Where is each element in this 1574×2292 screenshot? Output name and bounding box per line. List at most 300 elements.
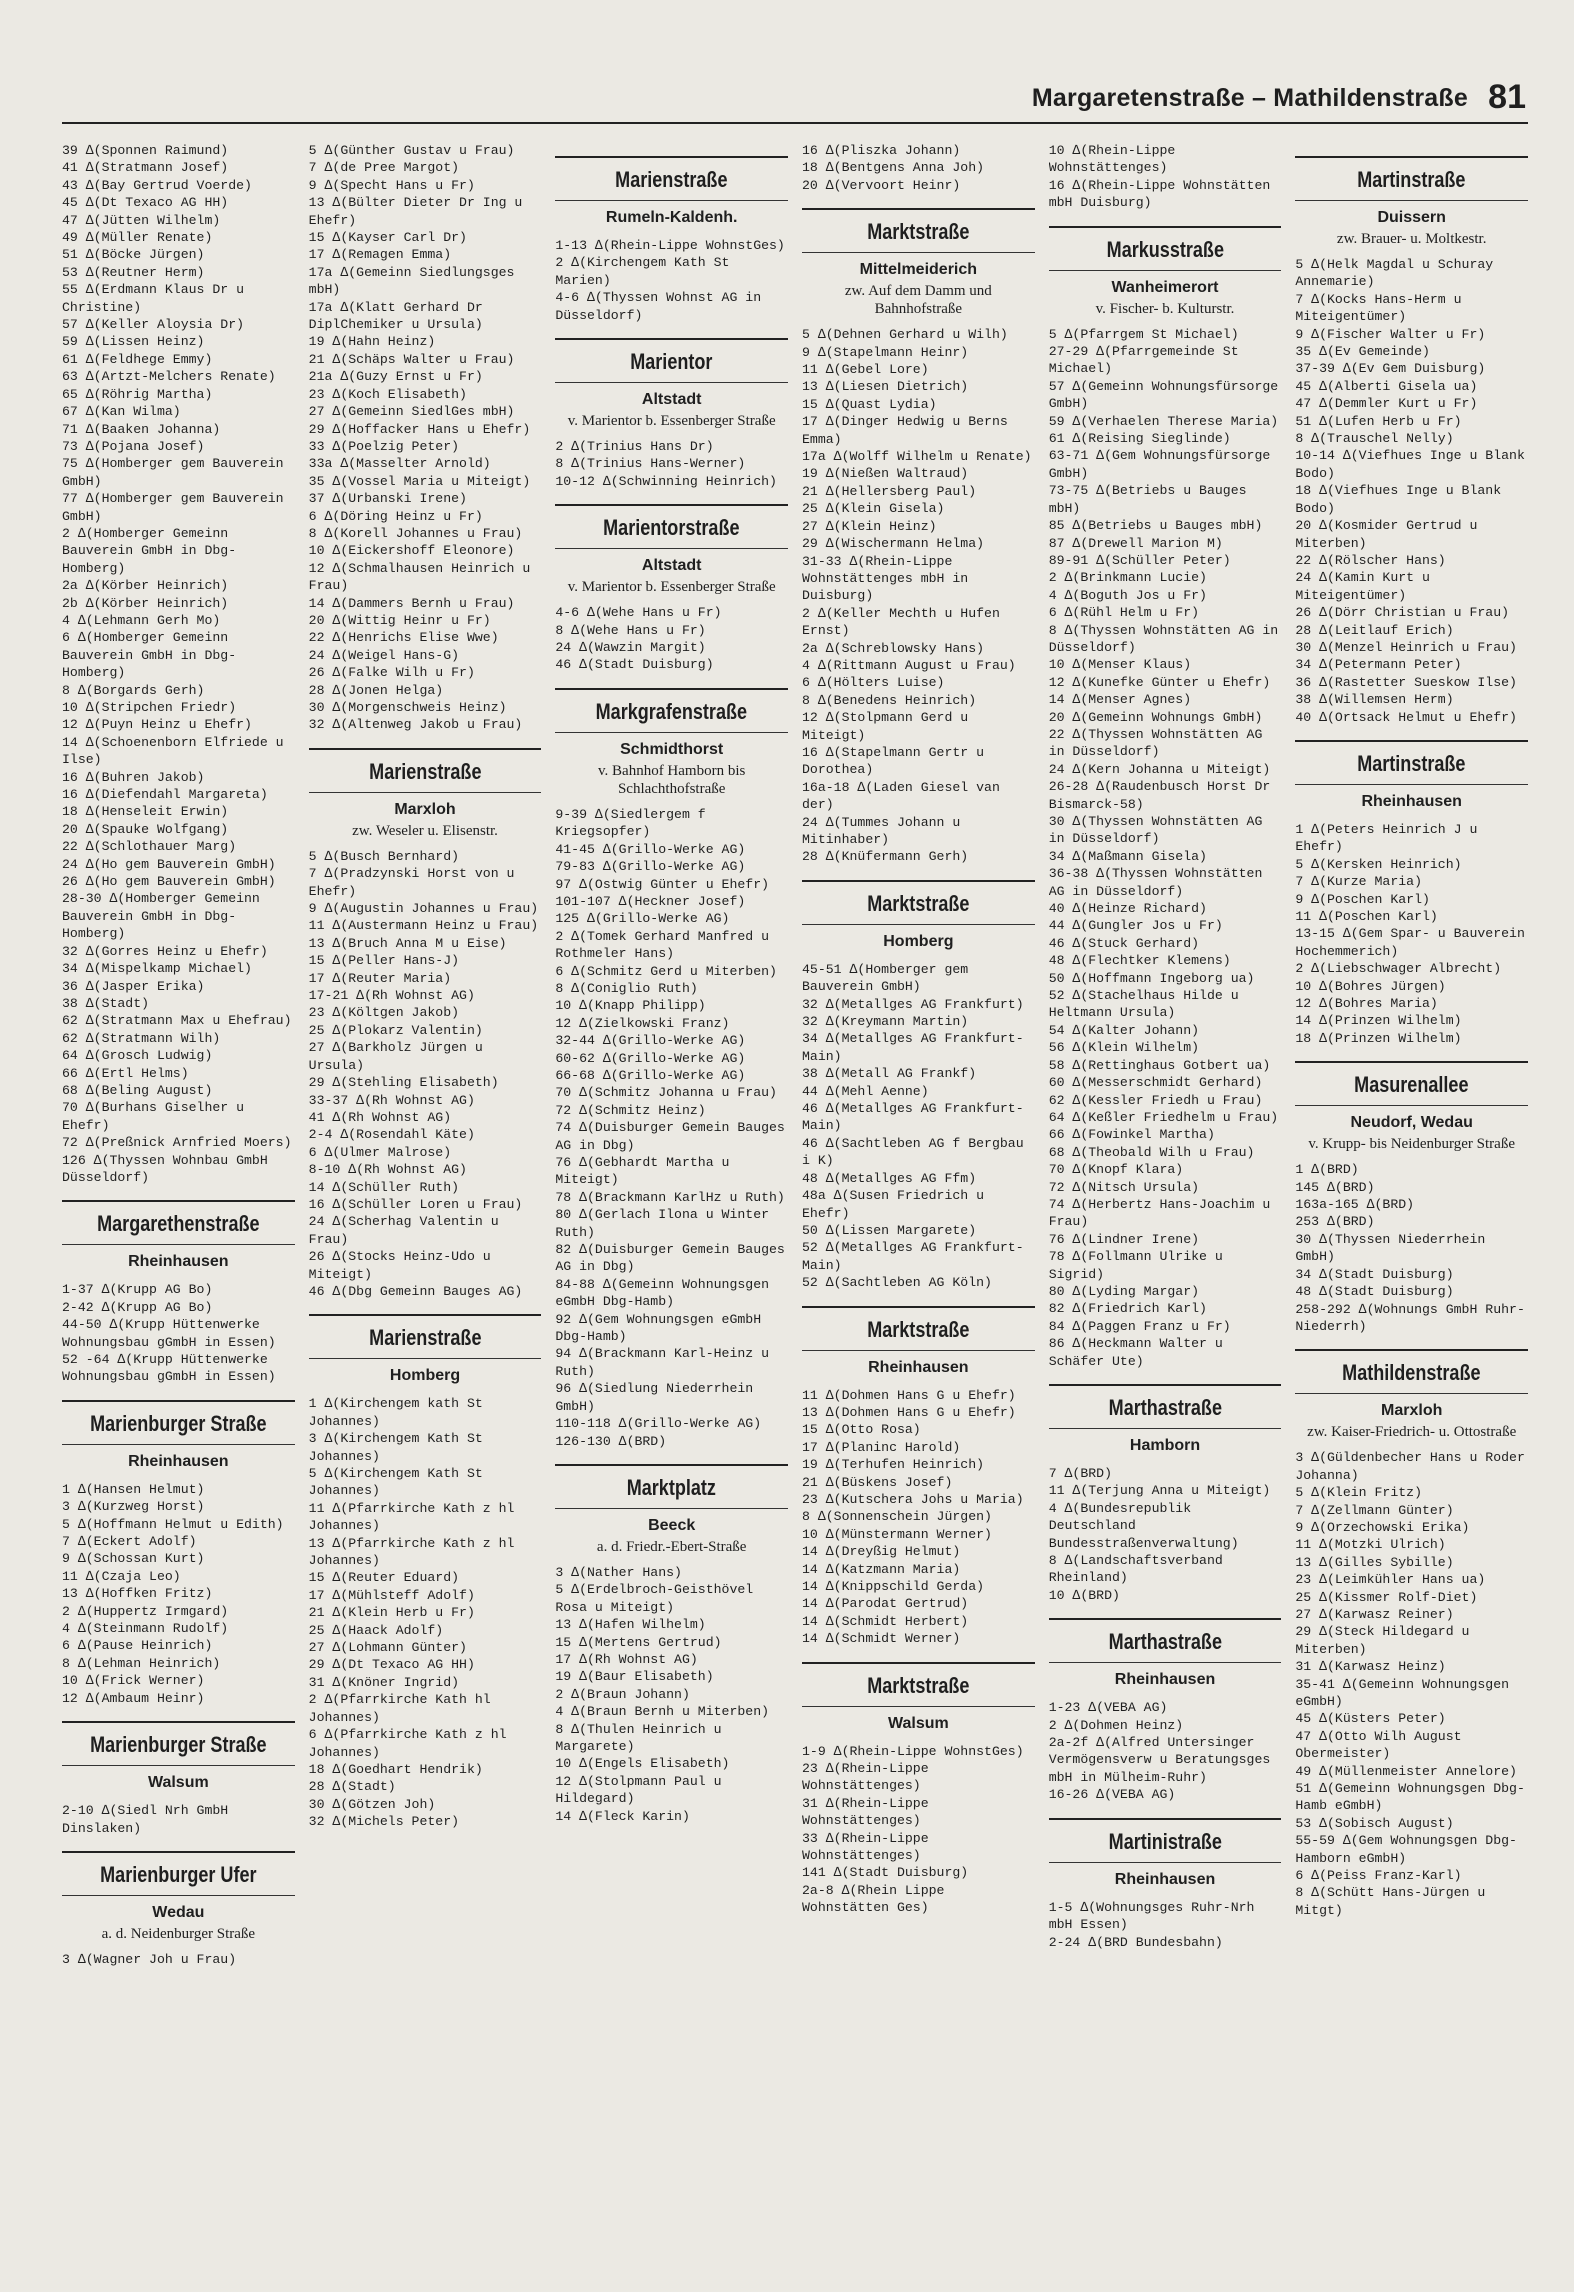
street-heading — [555, 156, 788, 229]
address-entry: 11 ∆(Gebel Lore) — [802, 362, 929, 378]
street-name: Markgrafenstraße — [595, 698, 748, 724]
directory-column — [309, 142, 542, 2284]
address-entry: 38 ∆(Metall AG Frankf) — [802, 1066, 977, 1082]
address-entry: 163a-165 ∆(BRD) — [1295, 1197, 1415, 1213]
address-entry: 2 ∆(Homberger Gemeinn Bauverein GmbH in Dbg-Homberg) — [62, 525, 237, 576]
address-entry: 6 ∆(Hölters Luise) — [802, 675, 945, 691]
address-entry: 19 ∆(Nießen Waltraud) — [802, 466, 969, 482]
address-entry: 30 ∆(Thyssen Niederrhein GmbH) — [1295, 1231, 1486, 1265]
district-name: Duissern — [1377, 209, 1446, 226]
address-entry: 5 ∆(Helk Magdal u Schuray Annemarie) — [1295, 257, 1494, 290]
address-entry: 94 ∆(Brackmann Karl-Heinz u Ruth) — [555, 1346, 770, 1379]
address-entry: 5 ∆(Kersken Heinrich) — [1295, 856, 1462, 872]
address-entry: 2a ∆(Körber Heinrich) — [62, 578, 229, 594]
street-name: Marktstraße — [867, 1672, 970, 1698]
address-entry: 78 ∆(Follmann Ulrike u Sigrid) — [1048, 1249, 1223, 1282]
address-entry: 5 ∆(Klein Fritz) — [1295, 1485, 1422, 1501]
address-entry: 62 ∆(Kessler Friedh u Frau) — [1048, 1092, 1263, 1108]
address-entry: 62 ∆(Stratmann Max u Ehefrau) — [62, 1013, 292, 1029]
address-entry: 23 ∆(Kutschera Johs u Maria) — [802, 1491, 1024, 1507]
address-entry: 4 ∆(Steinmann Rudolf) — [62, 1621, 229, 1637]
district-name: Neudorf, Wedau — [1350, 1114, 1473, 1132]
street-heading — [1295, 156, 1528, 248]
address-entry: 63 ∆(Artzt-Melchers Renate) — [62, 369, 276, 385]
address-entry: 52 ∆(Sachtleben AG Köln) — [802, 1275, 992, 1291]
section-divider — [1049, 1662, 1282, 1663]
address-entry: 63-71 ∆(Gem Wohnungsfürsorge GmbH) — [1048, 448, 1271, 481]
address-entry: 9 ∆(Augustin Johannes u Frau) — [308, 901, 539, 917]
address-entry: 34 ∆(Metallges AG Frankfurt-Main) — [802, 1031, 1024, 1064]
address-entry: 4-6 ∆(Wehe Hans u Fr) — [555, 605, 722, 621]
address-entry: 72 ∆(Nitsch Ursula) — [1048, 1179, 1200, 1195]
address-entry: 32-44 ∆(Grillo-Werke AG) — [555, 1033, 746, 1049]
section-divider — [802, 1350, 1035, 1351]
address-entry: 45-51 ∆(Homberger gem Bauverein GmbH) — [802, 961, 969, 995]
address-entry: 8 ∆(Korell Johannes u Frau) — [308, 525, 523, 541]
address-entry: 21 ∆(Büskens Josef) — [802, 1474, 953, 1490]
address-entry: 22 ∆(Henrichs Elise Wwe) — [308, 630, 499, 646]
street-range: a. d. Friedr.-Ebert-Straße — [596, 1538, 747, 1555]
street-heading — [62, 1721, 295, 1794]
address-entry: 77 ∆(Homberger gem Bauverein GmbH) — [62, 491, 284, 524]
address-entry: 23 ∆(Koch Elisabeth) — [308, 386, 467, 402]
address-entry: 46 ∆(Sachtleben AG f Bergbau i K) — [802, 1135, 1024, 1169]
address-entry: 8 ∆(Landschaftsverband Rheinland) — [1048, 1553, 1223, 1586]
address-entry: 45 ∆(Dt Texaco AG HH) — [62, 195, 229, 211]
address-entry: 31 ∆(Rhein-Lippe Wohnstättenges) — [802, 1795, 929, 1829]
address-entry: 33-37 ∆(Rh Wohnst AG) — [308, 1092, 475, 1108]
section-divider — [1295, 1393, 1528, 1394]
address-entry: 26 ∆(Stocks Heinz-Udo u Miteigt) — [308, 1249, 491, 1282]
address-entry: 3 ∆(Nather Hans) — [555, 1564, 682, 1580]
street-heading — [802, 1662, 1035, 1735]
address-entry: 10 ∆(Knapp Philipp) — [555, 998, 706, 1014]
district-name: Rheinhausen — [1114, 1870, 1216, 1888]
address-entry: 49 ∆(Müller Renate) — [62, 230, 213, 246]
address-entry: 35 ∆(Ev Gemeinde) — [1295, 344, 1430, 360]
address-entry: 14 ∆(Prinzen Wilhelm) — [1295, 1013, 1462, 1029]
address-entry: 5 ∆(Dehnen Gerhard u Wilh) — [802, 327, 1008, 343]
address-entry: 2 ∆(Liebschwager Albrecht) — [1295, 961, 1502, 977]
street-name: Martinstraße — [1357, 750, 1466, 776]
address-entry: 2 ∆(Keller Mechth u Hufen Ernst) — [802, 605, 1000, 639]
address-entry: 7 ∆(de Pree Margot) — [308, 160, 460, 176]
address-entry: 7 ∆(Zellmann Günter) — [1295, 1502, 1454, 1518]
address-entry: 17 ∆(Remagen Emma) — [308, 247, 452, 263]
district-name: Wedau — [152, 1903, 205, 1921]
address-entry: 12 ∆(Ambaum Heinr) — [62, 1690, 205, 1706]
address-entry: 26 ∆(Ho gem Bauverein GmbH) — [62, 874, 276, 890]
address-entry: 35 ∆(Vossel Maria u Miteigt) — [308, 473, 531, 489]
section-divider — [309, 1358, 542, 1359]
address-entry: 2a ∆(Schreblowsky Hans) — [802, 640, 985, 656]
address-entry: 12 ∆(Schmalhausen Heinrich u Frau) — [308, 560, 531, 594]
section-divider — [62, 1851, 295, 1853]
address-entry: 10 ∆(Frick Werner) — [62, 1673, 205, 1689]
address-entry: 50 ∆(Lissen Margarete) — [802, 1222, 977, 1238]
address-entry: 13 ∆(Bülter Dieter Dr Ing u Ehefr) — [308, 195, 523, 228]
address-entry: 48 ∆(Stadt Duisburg) — [1295, 1284, 1454, 1300]
address-entry: 2 ∆(Kirchengem Kath St Marien) — [555, 255, 730, 288]
address-entry: 64 ∆(Keßler Friedhelm u Frau) — [1048, 1109, 1279, 1125]
address-entry: 17a ∆(Gemeinn Siedlungsges mbH) — [308, 264, 515, 298]
address-entry: 52 -64 ∆(Krupp Hüttenwerke Wohnungsbau gGmbH in Essen) — [62, 1352, 276, 1385]
address-entry: 14 ∆(Dreyßig Helmut) — [802, 1544, 961, 1560]
address-entry: 17 ∆(Reuter Maria) — [308, 970, 452, 986]
street-heading — [555, 338, 788, 430]
address-entry: 55 ∆(Erdmann Klaus Dr u Christine) — [62, 282, 245, 315]
address-entry: 10 ∆(BRD) — [1048, 1587, 1120, 1603]
address-entry: 24 ∆(Scherhag Valentin u Frau) — [308, 1214, 499, 1247]
address-entry: 16 ∆(Stapelmann Gertr u Dorothea) — [802, 744, 985, 778]
address-entry: 24 ∆(Kamin Kurt u Miteigentümer) — [1295, 570, 1430, 603]
section-divider — [555, 156, 788, 158]
section-divider — [1295, 740, 1528, 742]
address-entry: 17 ∆(Dinger Hedwig u Berns Emma) — [802, 414, 1008, 447]
address-entry: 27 ∆(Gemeinn SiedlGes mbH) — [308, 404, 515, 420]
street-name: Marienstraße — [615, 167, 728, 192]
address-entry: 9-39 ∆(Siedlergem f Kriegsopfer) — [555, 806, 706, 840]
address-entry: 59 ∆(Verhaelen Therese Maria) — [1048, 413, 1279, 429]
address-entry: 14 ∆(Schmidt Werner) — [802, 1631, 961, 1647]
address-entry: 1-37 ∆(Krupp AG Bo) — [62, 1282, 213, 1298]
section-divider — [1049, 1428, 1282, 1429]
address-entry: 2a-2f ∆(Alfred Untersinger Vermögensverw u Beratungsges mbH in Mülheim-Ruhr) — [1048, 1735, 1271, 1785]
address-entry: 62 ∆(Stratmann Wilh) — [62, 1030, 221, 1046]
address-entry: 48 ∆(Flechtker Klemens) — [1048, 953, 1231, 969]
address-entry: 11 ∆(Austermann Heinz u Frau) — [308, 918, 539, 934]
directory-column — [555, 142, 788, 2284]
address-entry: 86 ∆(Heckmann Walter u Schäfer Ute) — [1048, 1336, 1223, 1369]
street-range: v. Bahnhof Hamborn bis Schlachthofstraße — [598, 762, 746, 797]
address-entry: 30 ∆(Morgenschweis Heinz) — [308, 700, 507, 715]
address-entry: 19 ∆(Hahn Heinz) — [308, 334, 436, 350]
section-divider — [62, 1895, 295, 1896]
address-entry: 41 ∆(Rh Wohnst AG) — [308, 1109, 452, 1125]
address-entry: 3 ∆(Güldenbecher Hans u Roder Johanna) — [1295, 1450, 1525, 1483]
address-entry: 47 ∆(Otto Wilh August Obermeister) — [1295, 1728, 1462, 1762]
address-entry: 30 ∆(Menzel Heinrich u Frau) — [1295, 639, 1517, 655]
address-entry: 44 ∆(Mehl Aenne) — [802, 1083, 929, 1099]
section-divider — [555, 1508, 788, 1509]
address-entry: 34 ∆(Petermann Peter) — [1295, 657, 1462, 673]
address-entry: 22 ∆(Schlothauer Marg) — [62, 839, 237, 855]
address-entry: 84-88 ∆(Gemeinn Wohnungsgen eGmbH Dbg-Hamb) — [555, 1276, 770, 1310]
address-entry: 67 ∆(Kan Wilma) — [62, 404, 181, 420]
address-entry: 64 ∆(Grosch Ludwig) — [62, 1048, 213, 1064]
address-entry: 9 ∆(Fischer Walter u Fr) — [1295, 326, 1486, 342]
street-name: Markusstraße — [1106, 236, 1224, 262]
street-heading — [802, 880, 1035, 953]
address-entry: 21 ∆(Hellersberg Paul) — [802, 483, 977, 499]
address-entry: 5 ∆(Hoffmann Helmut u Edith) — [62, 1516, 284, 1532]
address-entry: 125 ∆(Grillo-Werke AG) — [555, 911, 730, 927]
section-divider — [802, 208, 1035, 210]
address-entry: 74 ∆(Herbertz Hans-Joachim u Frau) — [1048, 1196, 1271, 1230]
address-entry: 5 ∆(Erdelbroch-Geisthövel Rosa u Miteigt) — [555, 1582, 754, 1615]
address-entry: 82 ∆(Duisburger Gemein Bauges AG in Dbg) — [555, 1242, 785, 1275]
address-entry: 52 ∆(Metallges AG Frankfurt-Main) — [802, 1240, 1024, 1273]
street-heading — [309, 748, 542, 840]
address-entry: 3 ∆(Wagner Joh u Frau) — [62, 1951, 237, 1967]
address-entry: 6 ∆(Döring Heinz u Fr) — [308, 508, 483, 524]
street-heading — [62, 1200, 295, 1273]
section-divider — [1049, 226, 1282, 228]
section-divider — [62, 1200, 295, 1202]
address-entry: 15 ∆(Otto Rosa) — [802, 1422, 921, 1438]
section-divider — [802, 924, 1035, 925]
address-entry: 16-26 ∆(VEBA AG) — [1048, 1787, 1176, 1803]
address-entry: 38 ∆(Stadt) — [62, 995, 150, 1011]
address-entry: 34 ∆(Maßmann Gisela) — [1048, 848, 1207, 864]
address-entry: 15 ∆(Peller Hans-J) — [308, 953, 460, 969]
address-entry: 8-10 ∆(Rh Wohnst AG) — [308, 1162, 467, 1178]
address-entry: 29 ∆(Wischermann Helma) — [802, 536, 985, 552]
address-entry: 70 ∆(Knopf Klara) — [1048, 1162, 1184, 1178]
address-entry: 17a ∆(Klatt Gerhard Dr DiplChemiker u Ursula) — [308, 299, 483, 333]
address-entry: 33 ∆(Rhein-Lippe Wohnstättenges) — [802, 1830, 929, 1864]
address-entry: 18 ∆(Bentgens Anna Joh) — [802, 160, 985, 176]
street-name: Marktplatz — [627, 1474, 717, 1500]
district-name: Rheinhausen — [128, 1452, 229, 1470]
section-divider — [62, 1400, 295, 1402]
address-entry: 6 ∆(Rühl Helm u Fr) — [1048, 605, 1200, 621]
address-entry: 32 ∆(Kreymann Martin) — [802, 1014, 969, 1030]
address-entry: 3 ∆(Kurzweg Horst) — [62, 1499, 205, 1515]
directory-columns — [62, 142, 1528, 2284]
address-entry: 26 ∆(Dörr Christian u Frau) — [1295, 605, 1510, 621]
address-entry: 32 ∆(Gorres Heinz u Ehefr) — [62, 943, 268, 959]
address-entry: 24 ∆(Tummes Johann u Mitinhaber) — [802, 814, 961, 847]
address-entry: 76 ∆(Gebhardt Martha u Miteigt) — [555, 1155, 730, 1188]
address-entry: 1 ∆(BRD) — [1295, 1162, 1359, 1178]
section-divider — [1049, 1818, 1282, 1820]
address-entry: 2 ∆(Dohmen Heinz) — [1048, 1717, 1184, 1733]
address-entry: 14 ∆(Menser Agnes) — [1048, 692, 1192, 708]
address-entry: 23 ∆(Költgen Jakob) — [308, 1005, 460, 1021]
section-divider — [1295, 1105, 1528, 1106]
address-entry: 20 ∆(Gemeinn Wohnungs GmbH) — [1048, 709, 1263, 725]
address-entry: 16 ∆(Pliszka Johann) — [802, 143, 961, 158]
address-entry: 61 ∆(Reising Sieglinde) — [1048, 431, 1231, 447]
address-entry: 15 ∆(Mertens Gertrud) — [555, 1634, 722, 1650]
address-entry: 37-39 ∆(Ev Gem Duisburg) — [1295, 361, 1486, 377]
address-entry: 18 ∆(Goedhart Hendrik) — [308, 1761, 483, 1777]
address-entry: 15 ∆(Kayser Carl Dr) — [308, 230, 467, 246]
address-entry: 126 ∆(Thyssen Wohnbau GmbH Düsseldorf) — [62, 1152, 268, 1185]
address-entry: 8 ∆(Schütt Hans-Jürgen u Mitgt) — [1295, 1885, 1486, 1918]
street-name: Margarethenstraße — [97, 1211, 260, 1237]
address-entry: 43 ∆(Bay Gertrud Voerde) — [62, 177, 252, 193]
address-entry: 71 ∆(Baaken Johanna) — [62, 421, 221, 437]
district-name: Walsum — [887, 1714, 949, 1732]
address-entry: 24 ∆(Ho gem Bauverein GmbH) — [62, 856, 276, 872]
address-entry: 73 ∆(Pojana Josef) — [62, 438, 205, 454]
street-heading — [555, 504, 788, 596]
street-name: Marienburger Straße — [90, 1410, 267, 1436]
address-entry: 26 ∆(Falke Wilh u Fr) — [308, 665, 475, 681]
address-entry: 61 ∆(Feldhege Emmy) — [62, 351, 213, 367]
address-entry: 19 ∆(Baur Elisabeth) — [555, 1669, 714, 1685]
address-entry: 2 ∆(Huppertz Irmgard) — [62, 1603, 229, 1619]
address-entry: 46 ∆(Metallges AG Frankfurt-Main) — [802, 1101, 1024, 1134]
address-entry: 5 ∆(Günther Gustav u Frau) — [308, 143, 515, 158]
section-divider — [1049, 1862, 1282, 1863]
address-entry: 36-38 ∆(Thyssen Wohnstätten AG in Düsseldorf) — [1048, 866, 1263, 899]
address-entry: 13 ∆(Pfarrkirche Kath z hl Johannes) — [308, 1535, 515, 1569]
address-entry: 59 ∆(Lissen Heinz) — [62, 334, 205, 350]
address-entry: 7 ∆(BRD) — [1048, 1466, 1112, 1481]
street-name: Martinistraße — [1108, 1828, 1222, 1854]
address-entry: 5 ∆(Kirchengem Kath St Johannes) — [308, 1466, 483, 1499]
address-entry: 87 ∆(Drewell Marion M) — [1048, 535, 1223, 551]
street-name: Marthastraße — [1108, 1629, 1222, 1655]
address-entry: 4 ∆(Braun Bernh u Miterben) — [555, 1704, 770, 1720]
street-name: Marienburger Ufer — [100, 1861, 257, 1887]
address-entry: 74 ∆(Duisburger Gemein Bauges AG in Dbg) — [555, 1120, 785, 1153]
address-entry: 34 ∆(Mispelkamp Michael) — [62, 961, 252, 977]
section-divider — [1049, 1384, 1282, 1386]
address-entry: 27 ∆(Lohmann Günter) — [308, 1640, 467, 1656]
address-entry: 20 ∆(Vervoort Heinr) — [802, 177, 961, 193]
address-entry: 6 ∆(Pfarrkirche Kath z hl Johannes) — [308, 1727, 507, 1760]
address-entry: 253 ∆(BRD) — [1295, 1214, 1375, 1230]
address-entry: 97 ∆(Ostwig Günter u Ehefr) — [555, 876, 770, 892]
address-entry: 22 ∆(Rölscher Hans) — [1295, 552, 1446, 568]
page-title: Margaretenstraße – Mathildenstraße — [1031, 84, 1468, 112]
address-entry: 14 ∆(Schmidt Herbert) — [802, 1613, 969, 1629]
address-entry: 33a ∆(Masselter Arnold) — [308, 456, 491, 472]
section-divider — [555, 732, 788, 733]
address-entry: 58 ∆(Rettinghaus Gotbert ua) — [1048, 1057, 1271, 1073]
address-entry: 66 ∆(Ertl Helms) — [62, 1065, 189, 1081]
section-divider — [62, 1721, 295, 1723]
address-entry: 16 ∆(Diefendahl Margareta) — [62, 787, 268, 803]
address-entry: 10 ∆(Münstermann Werner) — [802, 1526, 992, 1542]
address-entry: 11 ∆(Pfarrkirche Kath z hl Johannes) — [308, 1500, 515, 1534]
address-entry: 24 ∆(Wawzin Margit) — [555, 640, 706, 656]
address-entry: 28 ∆(Jonen Helga) — [308, 682, 444, 698]
section-divider — [802, 1706, 1035, 1707]
address-entry: 1-13 ∆(Rhein-Lippe WohnstGes) — [555, 238, 785, 253]
district-name: Homberg — [389, 1367, 461, 1385]
address-entry: 51 ∆(Gemeinn Wohnungsgen Dbg-Hamb eGmbH) — [1295, 1781, 1525, 1814]
address-entry: 45 ∆(Alberti Gisela ua) — [1295, 378, 1478, 394]
address-entry: 2-4 ∆(Rosendahl Käte) — [308, 1127, 475, 1143]
section-divider — [555, 338, 788, 340]
section-divider — [802, 880, 1035, 882]
street-name: Marienstraße — [368, 758, 482, 784]
district-name: Homberg — [883, 932, 954, 950]
address-entry: 10 ∆(Menser Klaus) — [1048, 657, 1192, 673]
address-entry: 40 ∆(Ortsack Helmut u Ehefr) — [1295, 709, 1517, 725]
address-entry: 13 ∆(Hoffken Fritz) — [62, 1586, 213, 1602]
address-entry: 23 ∆(Leimkühler Hans ua) — [1295, 1572, 1486, 1588]
address-entry: 9 ∆(Specht Hans u Fr) — [308, 177, 475, 193]
address-entry: 16 ∆(Schüller Loren u Frau) — [308, 1196, 523, 1212]
street-heading — [802, 208, 1035, 318]
address-entry: 56 ∆(Klein Wilhelm) — [1048, 1040, 1200, 1056]
address-entry: 92 ∆(Gem Wohnungsgen eGmbH Dbg-Hamb) — [555, 1311, 762, 1345]
street-heading — [62, 1851, 295, 1943]
address-entry: 145 ∆(BRD) — [1295, 1179, 1375, 1195]
address-entry: 20 ∆(Spauke Wolfgang) — [62, 821, 229, 837]
address-entry: 13 ∆(Bruch Anna M u Eise) — [308, 935, 507, 951]
address-entry: 4 ∆(Rittmann August u Frau) — [802, 657, 1016, 673]
address-entry: 8 ∆(Wehe Hans u Fr) — [555, 622, 706, 638]
address-entry: 25 ∆(Kissmer Rolf-Diet) — [1295, 1589, 1478, 1605]
address-entry: 11 ∆(Dohmen Hans G u Ehefr) — [802, 1387, 1016, 1403]
district-name: Marxloh — [1381, 1402, 1443, 1420]
section-divider — [555, 1464, 788, 1466]
address-entry: 101-107 ∆(Heckner Josef) — [555, 893, 746, 909]
district-name: Walsum — [147, 1774, 209, 1792]
district-name: Rumeln-Kaldenh. — [605, 209, 738, 226]
address-entry: 57 ∆(Keller Aloysia Dr) — [62, 317, 245, 333]
section-divider — [1049, 1618, 1282, 1620]
address-entry: 6 ∆(Peiss Franz-Karl) — [1295, 1868, 1462, 1884]
section-divider — [1295, 200, 1528, 201]
section-divider — [555, 548, 788, 549]
address-entry: 14 ∆(Schoenenborn Elfriede u Ilse) — [62, 734, 284, 768]
address-entry: 47 ∆(Demmler Kurt u Fr) — [1295, 396, 1478, 412]
address-entry: 10 ∆(Eickershoff Eleonore) — [308, 543, 515, 559]
page-number: 81 — [1488, 78, 1526, 116]
address-entry: 33 ∆(Poelzig Peter) — [308, 438, 460, 454]
street-name: Marienstraße — [368, 1325, 482, 1351]
address-entry: 11 ∆(Motzki Ulrich) — [1295, 1537, 1446, 1553]
address-entry: 22 ∆(Thyssen Wohnstätten AG in Düsseldorf) — [1048, 726, 1263, 760]
address-entry: 46 ∆(Stuck Gerhard) — [1048, 935, 1200, 951]
address-entry: 2 ∆(Pfarrkirche Kath hl Johannes) — [308, 1692, 491, 1725]
address-entry: 11 ∆(Terjung Anna u Miteigt) — [1048, 1483, 1271, 1499]
address-entry: 8 ∆(Thulen Heinrich u Margarete) — [555, 1721, 722, 1754]
address-entry: 1 ∆(Peters Heinrich J u Ehefr) — [1295, 821, 1478, 855]
address-entry: 8 ∆(Trauschel Nelly) — [1295, 431, 1454, 447]
directory-column — [1049, 142, 1282, 2284]
street-range: v. Fischer- b. Kulturstr. — [1095, 300, 1235, 317]
directory-column — [802, 142, 1035, 2284]
street-range: zw. Weseler u. Elisenstr. — [352, 822, 498, 839]
address-entry: 10 ∆(Bohres Jürgen) — [1295, 978, 1446, 994]
address-entry: 7 ∆(Kurze Maria) — [1295, 874, 1422, 890]
address-entry: 4 ∆(Boguth Jos u Fr) — [1048, 587, 1207, 603]
address-entry: 32 ∆(Altenweg Jakob u Frau) — [308, 717, 523, 733]
address-entry: 15 ∆(Quast Lydia) — [802, 396, 937, 412]
address-entry: 78 ∆(Brackmann KarlHz u Ruth) — [555, 1189, 785, 1205]
address-entry: 13 ∆(Liesen Dietrich) — [802, 379, 969, 395]
address-entry: 49 ∆(Müllenmeister Annelore) — [1295, 1763, 1517, 1779]
address-entry: 73-75 ∆(Betriebs u Bauges mbH) — [1048, 483, 1247, 516]
address-entry: 10-12 ∆(Schwinning Heinrich) — [555, 473, 777, 489]
street-name: Marktstraße — [867, 1316, 970, 1342]
street-name: Masurenallee — [1354, 1072, 1469, 1098]
address-entry: 10 ∆(Stripchen Friedr) — [62, 700, 237, 715]
address-entry: 80 ∆(Gerlach Ilona u Winter Ruth) — [555, 1207, 770, 1240]
section-divider — [802, 1662, 1035, 1664]
district-name: Marxloh — [394, 800, 456, 818]
district-name: Hamborn — [1129, 1437, 1201, 1454]
address-entry: 76 ∆(Lindner Irene) — [1048, 1231, 1200, 1247]
address-entry: 24 ∆(Weigel Hans-G) — [308, 647, 460, 663]
address-entry: 44-50 ∆(Krupp Hüttenwerke Wohnungsbau gGmbH in Essen) — [62, 1317, 276, 1350]
address-entry: 48 ∆(Metallges AG Ffm) — [802, 1170, 977, 1186]
address-entry: 53 ∆(Sobisch August) — [1295, 1815, 1454, 1831]
street-range: v. Marientor b. Essenberger Straße — [567, 579, 776, 596]
address-entry: 2 ∆(Tomek Gerhard Manfred u Rothmeler Hans) — [555, 928, 770, 962]
street-name: Marientorstraße — [603, 515, 740, 541]
address-entry: 46 ∆(Dbg Gemeinn Bauges AG) — [308, 1283, 523, 1299]
